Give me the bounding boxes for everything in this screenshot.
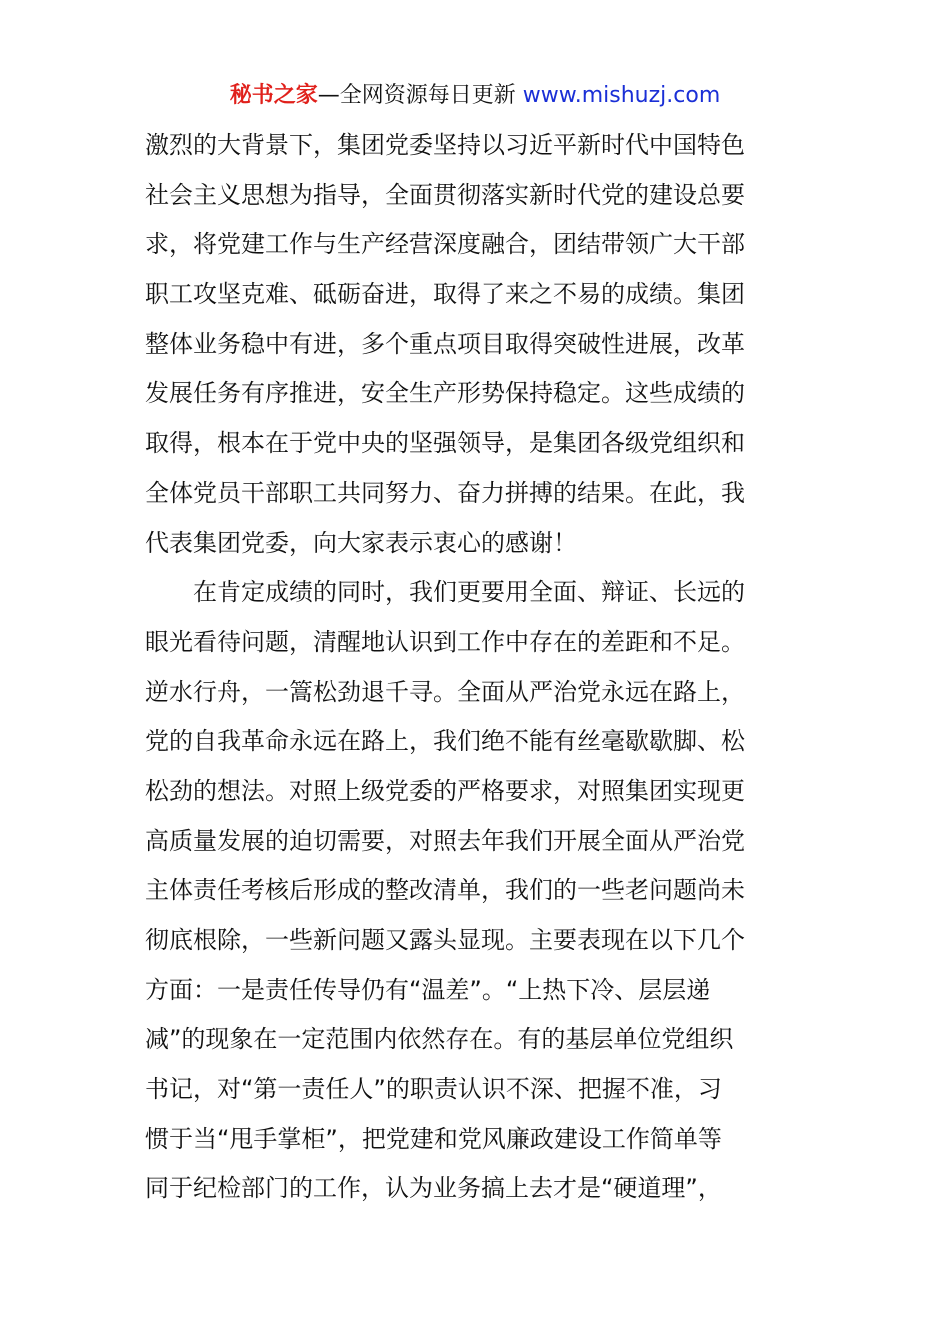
page-header (0, 80, 950, 112)
text-line: 激烈的大背景下，集团党委坚持以习近平新时代中国特色 (145, 131, 745, 159)
text-line: 松劲的想法。对照上级党委的严格要求，对照集团实现更 (145, 776, 745, 805)
text-line: 社会主义思想为指导，全面贯彻落实新时代党的建设总要 (145, 180, 745, 209)
text-line: 代表集团党委，向大家表示衷心的感谢！ (145, 528, 577, 557)
text-line: 全体党员干部职工共同努力、奋力拼搏的结果。在此，我 (145, 478, 745, 507)
text-line: 求，将党建工作与生产经营深度融合，团结带领广大干部 (145, 230, 745, 259)
text-line: 整体业务稳中有进，多个重点项目取得突破性进展，改革 (145, 329, 745, 358)
text-line: 书记，对“第一责任人”的职责认识不深、把握不准，习 (145, 1075, 722, 1104)
text-line: 逆水行舟，一篙松劲退千寻。全面从严治党永远在路上， (145, 677, 745, 706)
site-url[interactable]: www.mishuzj.com (522, 83, 721, 108)
header-tagline: —全网资源每日更新 (317, 83, 516, 108)
text-line: 取得，根本在于党中央的坚强领导，是集团各级党组织和 (145, 429, 745, 458)
text-line: 方面：一是责任传导仍有“温差”。“上热下冷、层层递 (145, 975, 711, 1004)
text-line: 发展任务有序推进，安全生产形势保持稳定。这些成绩的 (145, 379, 745, 408)
brand-name: 秘书之家 (229, 83, 318, 108)
paragraph-start-line: 在肯定成绩的同时，我们更要用全面、辩证、长远的 (193, 578, 745, 607)
text-line: 减”的现象在一定范围内依然存在。有的基层单位党组织 (145, 1025, 734, 1054)
text-line: 职工攻坚克难、砥砺奋进，取得了来之不易的成绩。集团 (145, 280, 745, 309)
text-line: 惯于当“甩手掌柜”，把党建和党风廉政建设工作简单等 (145, 1124, 722, 1153)
text-line: 主体责任考核后形成的整改清单，我们的一些老问题尚未 (145, 876, 745, 905)
text-line: 党的自我革命永远在路上，我们绝不能有丝毫歇歇脚、松 (145, 727, 745, 756)
text-line: 高质量发展的迫切需要，对照去年我们开展全面从严治党 (145, 826, 745, 855)
document-body (145, 121, 810, 1214)
text-line: 同于纪检部门的工作，认为业务搞上去才是“硬道理”， (145, 1174, 722, 1203)
text-line: 眼光看待问题，清醒地认识到工作中存在的差距和不足。 (145, 627, 745, 656)
text-line: 彻底根除，一些新问题又露头显现。主要表现在以下几个 (145, 926, 745, 954)
